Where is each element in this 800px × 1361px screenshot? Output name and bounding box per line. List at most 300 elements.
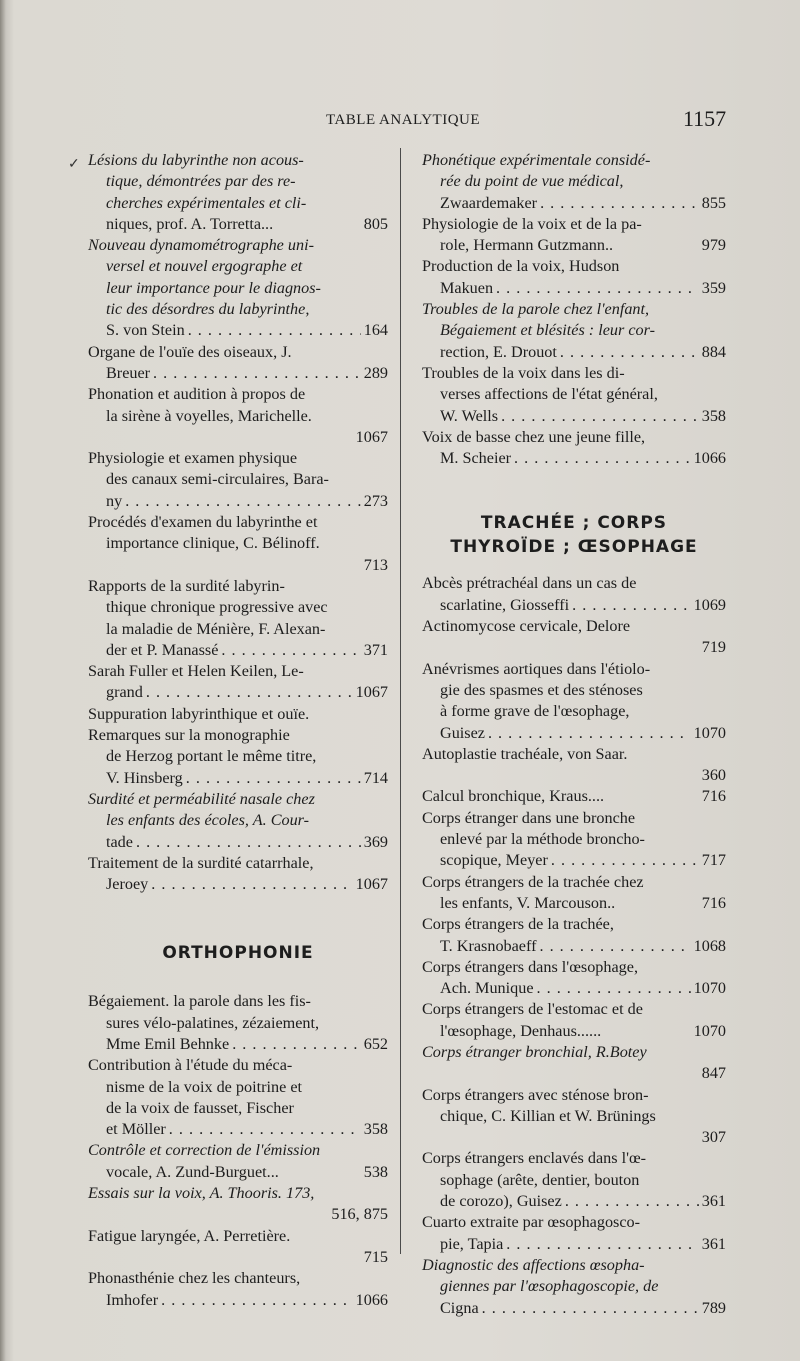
page-reference: 516, 875 [331,1205,388,1224]
entry-line [422,363,726,384]
entry-line [422,193,726,214]
entry-text: grand [106,683,143,702]
entry-text: Corps étrangers de l'estomac et de [422,1000,643,1019]
entry-line [422,872,726,893]
entry-line [422,171,726,192]
index-entry [422,299,726,363]
entry-text: Cigna [440,1298,479,1317]
index-entry [88,1226,388,1269]
index-entry [422,1042,726,1085]
index-entry [88,991,388,1055]
entry-text: Corps étrangers avec sténose bron- [422,1085,649,1104]
index-entry [88,1055,388,1140]
entry-text: Zwaardemaker [440,193,538,212]
entry-line [88,746,388,767]
entry-text: gie des spasmes et des sténoses [440,680,643,699]
entry-line [422,1042,726,1063]
entry-line [88,469,388,490]
entry-text: M. Scheier [440,449,512,468]
entry-text: Calcul bronchique, Kraus.... [422,787,605,806]
dot-leader [232,1034,361,1055]
entry-line [88,406,388,427]
entry-line [88,704,388,725]
page-reference: 361 [701,1234,726,1253]
page-reference: 847 [701,1064,726,1083]
right-column [422,150,726,1319]
entry-line [88,363,388,384]
right-entry-list [422,150,726,469]
entry-text: rection, E. Drouot [440,342,557,361]
entry-text: V. Hinsberg [106,768,183,787]
entry-line [88,448,388,469]
entry-line [88,1247,388,1268]
index-entry [422,214,726,257]
entry-text: à forme grave de l'œsophage, [440,702,630,721]
entry-line [422,150,726,171]
entry-line [422,723,726,744]
dot-leader [496,278,699,299]
entry-text: Surdité et perméabilité nasale chez [88,789,315,808]
dot-leader [136,832,361,853]
entry-line [422,256,726,277]
entry-text: T. Krasnobaeff [440,936,537,955]
entry-line [422,1212,726,1233]
entry-line [88,1162,388,1183]
entry-line [422,893,726,914]
dot-leader [572,595,690,616]
dot-leader [506,1234,698,1255]
entry-text: et Möller [106,1120,166,1139]
entry-text: Physiologie de la voix et de la pa- [422,214,642,233]
entry-line [88,512,388,533]
section-heading-trachee-1: TRACHÉE ; CORPS [480,513,668,534]
left-column [88,150,388,1311]
entry-text: der et P. Manassé [106,640,219,659]
index-entry [88,150,388,235]
page-reference: 1069 [693,595,726,614]
entry-text: W. Wells [440,406,499,425]
entry-text: Sarah Fuller et Helen Keilen, Le- [88,662,304,681]
entry-line [88,491,388,512]
page-reference: 715 [363,1247,388,1266]
entry-text: Contribution à l'étude du méca- [88,1056,293,1075]
entry-line [88,1119,388,1140]
page-reference: 1067 [355,427,388,446]
index-entry [422,744,726,787]
entry-text: Organe de l'ouïe des oiseaux, J. [88,342,292,361]
page-reference: 1067 [355,875,388,894]
entry-line [422,637,726,658]
entry-text: Remarques sur la monographie [88,726,290,745]
entry-line [422,659,726,680]
page-reference: 1070 [693,979,726,998]
index-entry [88,704,388,725]
entry-text: Corps étrangers enclavés dans l'œ- [422,1149,647,1168]
entry-text: Abcès prétrachéal dans un cas de [422,574,637,593]
entry-text: la maladie de Ménière, F. Alexan- [106,619,326,638]
entry-line [88,1013,388,1034]
dot-leader [551,850,699,871]
dot-leader [565,1191,699,1212]
page-reference: 716 [701,787,726,806]
page-reference: 358 [701,406,726,425]
entry-text: enlevé par la méthode broncho- [440,830,645,849]
entry-line [88,619,388,640]
entry-line [422,278,726,299]
page-reference: 717 [701,851,726,870]
entry-text: Actinomycose cervicale, Delore [422,617,631,636]
entry-line [422,1085,726,1106]
index-entry [422,786,726,807]
entry-text: Bégaiement et blésités : leur cor- [440,321,655,340]
entry-line [422,786,726,807]
entry-text: Procédés d'examen du labyrinthe et [88,513,318,532]
entry-text: Rapports de la surdité labyrin- [88,576,285,595]
entry-line [422,1021,726,1042]
entry-text: Corps étrangers de la trachée, [422,915,614,934]
page-reference: 855 [701,193,726,212]
entry-text: tade [106,832,133,851]
entry-line [88,555,388,576]
entry-line [422,1191,726,1212]
entry-text: Corps étranger bronchial, R.Botey [422,1042,647,1061]
entry-line [88,682,388,703]
dot-leader [188,320,361,341]
page-reference: 358 [363,1120,388,1139]
index-entry [422,1148,726,1212]
dot-leader [186,768,361,789]
entry-line [88,1226,388,1247]
dot-leader [221,640,360,661]
index-entry [422,427,726,470]
index-entry [422,363,726,427]
entry-line [422,1170,726,1191]
running-title: TABLE ANALYTIQUE [326,112,481,128]
entry-line [88,874,388,895]
entry-line [422,701,726,722]
entry-text: ny [106,491,123,510]
entry-line [422,936,726,957]
entry-text: tic des désordres du labyrinthe, [106,300,310,319]
entry-text: Jeroey [106,875,149,894]
entry-line [88,193,388,214]
dot-leader [151,874,352,895]
index-entry [88,235,388,341]
entry-line [422,384,726,405]
entry-text: Production de la voix, Hudson [422,257,620,276]
section-heading-trachee-2: THYROÏDE ; ŒSOPHAGE [450,537,698,558]
page-reference: 789 [701,1298,726,1317]
entry-line [88,768,388,789]
page-reference: 1070 [693,723,726,742]
entry-line [88,278,388,299]
dot-leader [514,448,691,469]
entry-line [88,661,388,682]
entry-line [422,595,726,616]
entry-text: vocale, A. Zund-Burguet... [106,1162,279,1181]
index-entry [88,661,388,704]
entry-text: Ach. Munique [440,979,534,998]
entry-line [88,1077,388,1098]
entry-line [422,616,726,637]
entry-text: Makuen [440,278,494,297]
entry-line [88,640,388,661]
left-entry-list-2 [88,991,388,1310]
page-reference: 307 [701,1128,726,1147]
entry-line [422,320,726,341]
page-reference: 371 [363,640,388,659]
entry-text: Fatigue laryngée, A. Perretière. [88,1226,291,1245]
entry-line [88,214,388,235]
page-reference: 289 [363,363,388,382]
entry-text: niques, prof. A. Torretta... [106,214,274,233]
entry-line [88,235,388,256]
entry-text: Suppuration labyrinthique et ouïe. [88,704,310,723]
entry-text: role, Hermann Gutzmann.. [440,236,614,255]
entry-line [88,533,388,554]
entry-text: Breuer [106,363,151,382]
entry-line [422,1063,726,1084]
index-entry [88,448,388,512]
entry-text: sophage (arête, dentier, bouton [440,1170,640,1189]
dot-leader [161,1290,352,1311]
page-reference: 1066 [355,1290,388,1309]
page-reference: 1068 [693,936,726,955]
entry-text: tique, démontrées par des re- [106,172,296,191]
dot-leader [501,406,699,427]
entry-text: pie, Tapia [440,1234,504,1253]
entry-line [422,235,726,256]
entry-line [422,1234,726,1255]
entry-text: leur importance pour le diagnos- [106,278,321,297]
entry-text: de corozo), Guisez [440,1192,562,1211]
dot-leader [125,491,361,512]
entry-text: sures vélo-palatines, zézaiement, [106,1013,320,1032]
entry-text: Cuarto extraite par œsophagosco- [422,1213,641,1232]
entry-text: Voix de basse chez une jeune fille, [422,427,646,446]
entry-line [422,914,726,935]
entry-line [88,171,388,192]
entry-text: nisme de la voix de poitrine et [106,1077,302,1096]
entry-line [422,744,726,765]
page-reference: 713 [363,555,388,574]
entry-text: Phonasthénie chez les chanteurs, [88,1269,301,1288]
entry-line [88,384,388,405]
entry-text: versel et nouvel ergographe et [106,257,303,276]
entry-text: Nouveau dynamométrographe uni- [88,236,314,255]
page-reference: 716 [701,893,726,912]
index-entry [422,1212,726,1255]
entry-line [422,850,726,871]
index-entry [88,1140,388,1183]
entry-line [88,342,388,363]
index-entry [88,384,388,448]
index-entry [422,616,726,659]
dot-leader [539,936,690,957]
entry-line [88,1183,388,1204]
entry-line [88,1034,388,1055]
entry-text: Troubles de la voix dans les di- [422,363,625,382]
entry-line [422,406,726,427]
index-entry [422,1085,726,1149]
index-entry [422,256,726,299]
entry-text: de Herzog portant le même titre, [106,747,317,766]
index-entry [88,342,388,385]
page-reference: 273 [363,491,388,510]
entry-text: verses affections de l'état général, [440,385,658,404]
section-heading-orthophonie: ORTHOPHONIE [162,943,314,964]
entry-text: Phonation et audition à propos de [88,385,306,404]
entry-line [422,1148,726,1169]
entry-line [88,725,388,746]
entry-line [422,427,726,448]
entry-text: l'œsophage, Denhaus...... [440,1021,602,1040]
entry-text: Troubles de la parole chez l'enfant, [422,300,650,319]
entry-line [422,573,726,594]
entry-text: des canaux semi-circulaires, Bara- [106,470,329,489]
entry-text: Anévrismes aortiques dans l'étiolo- [422,659,651,678]
dot-leader [146,682,353,703]
entry-line [422,1127,726,1148]
index-entry [422,150,726,214]
page-reference: 164 [363,321,388,340]
entry-text: thique chronique progressive avec [106,598,328,617]
index-entry [88,576,388,661]
entry-text: Diagnostic des affections œsopha- [422,1255,645,1274]
entry-text: les enfants, V. Marcouson.. [440,893,616,912]
entry-text: Physiologie et examen physique [88,449,298,468]
index-entry [422,957,726,1000]
entry-line [422,342,726,363]
dot-leader [482,1298,699,1319]
page-reference: 719 [701,638,726,657]
entry-line [88,1098,388,1119]
dot-leader [169,1119,361,1140]
left-entry-list [88,150,388,895]
entry-line [422,680,726,701]
page-reference: 1066 [693,449,726,468]
entry-line [422,765,726,786]
index-entry [88,512,388,576]
right-entry-list-2 [422,573,726,1318]
entry-text: Contrôle et correction de l'émission [88,1141,321,1160]
entry-line [422,214,726,235]
page-reference: 538 [363,1162,388,1181]
entry-line [422,448,726,469]
entry-text: la sirène à voyelles, Marichelle. [106,406,312,425]
entry-line [422,999,726,1020]
entry-line [88,1055,388,1076]
index-entry [422,659,726,744]
page-reference: 360 [701,766,726,785]
entry-line [88,853,388,874]
entry-line [88,320,388,341]
index-entry [422,872,726,915]
page-reference: 359 [701,278,726,297]
entry-text: Phonétique expérimentale considé- [422,151,651,169]
page-number: 1157 [683,106,727,131]
index-entry [88,725,388,789]
page-header [0,108,800,138]
entry-line [88,1204,388,1225]
index-entry [422,999,726,1042]
entry-line [422,1298,726,1319]
dot-leader [560,342,699,363]
index-entry [88,1183,388,1226]
page-reference: 714 [363,768,388,787]
entry-text: chique, C. Killian et W. Brünings [440,1106,656,1125]
entry-line [88,597,388,618]
entry-line [88,1290,388,1311]
entry-text: rée du point de vue médical, [440,172,624,191]
entry-line [422,1106,726,1127]
dot-leader [537,978,691,999]
dot-leader [488,723,691,744]
entry-text: S. von Stein [106,321,185,340]
entry-line [88,150,388,171]
index-entry [422,808,726,872]
entry-text: les enfants des écoles, A. Cour- [106,811,310,830]
entry-text: Autoplastie trachéale, von Saar. [422,744,628,763]
index-entry [422,1255,726,1319]
entry-line [88,789,388,810]
dot-leader [153,363,361,384]
entry-text: importance clinique, C. Bélinoff. [106,534,320,553]
entry-text: Mme Emil Behnke [106,1034,230,1053]
dot-leader [540,193,699,214]
column-divider [400,148,401,1254]
entry-text: Imhofer [106,1290,159,1309]
entry-line [88,810,388,831]
entry-text: Guisez [440,723,485,742]
entry-text: Traitement de la surdité catarrhale, [88,853,314,872]
entry-text: cherches expérimentales et cli- [106,193,307,212]
entry-text: Corps étrangers dans l'œsophage, [422,957,639,976]
entry-line [88,576,388,597]
page-reference: 652 [363,1034,388,1053]
entry-line [88,832,388,853]
page-reference: 369 [363,832,388,851]
entry-text: Corps étranger dans une bronche [422,808,636,827]
entry-text: Lésions du labyrinthe non acous- [88,151,304,169]
index-entry [422,573,726,616]
entry-text: Essais sur la voix, A. Thooris. 173, [88,1184,315,1203]
entry-line [422,1276,726,1297]
entry-text: Bégaiement. la parole dans les fis- [88,992,311,1011]
entry-line [422,957,726,978]
entry-line [88,1268,388,1289]
page-reference: 805 [363,214,388,233]
index-entry [422,914,726,957]
entry-line [422,1255,726,1276]
page-reference: 884 [701,342,726,361]
entry-line [88,299,388,320]
entry-text: scopique, Meyer [440,851,548,870]
entry-line [88,1140,388,1161]
entry-line [422,978,726,999]
page-reference: 979 [701,236,726,255]
handwritten-mark: ✓ [68,157,80,172]
entry-text: de la voix de fausset, Fischer [106,1098,294,1117]
entry-line [422,299,726,320]
entry-line [88,991,388,1012]
page-reference: 1067 [355,683,388,702]
page-reference: 1070 [693,1021,726,1040]
entry-text: scarlatine, Giosseffi [440,595,570,614]
entry-text: Corps étrangers de la trachée chez [422,872,644,891]
entry-line [422,808,726,829]
entry-line [88,256,388,277]
